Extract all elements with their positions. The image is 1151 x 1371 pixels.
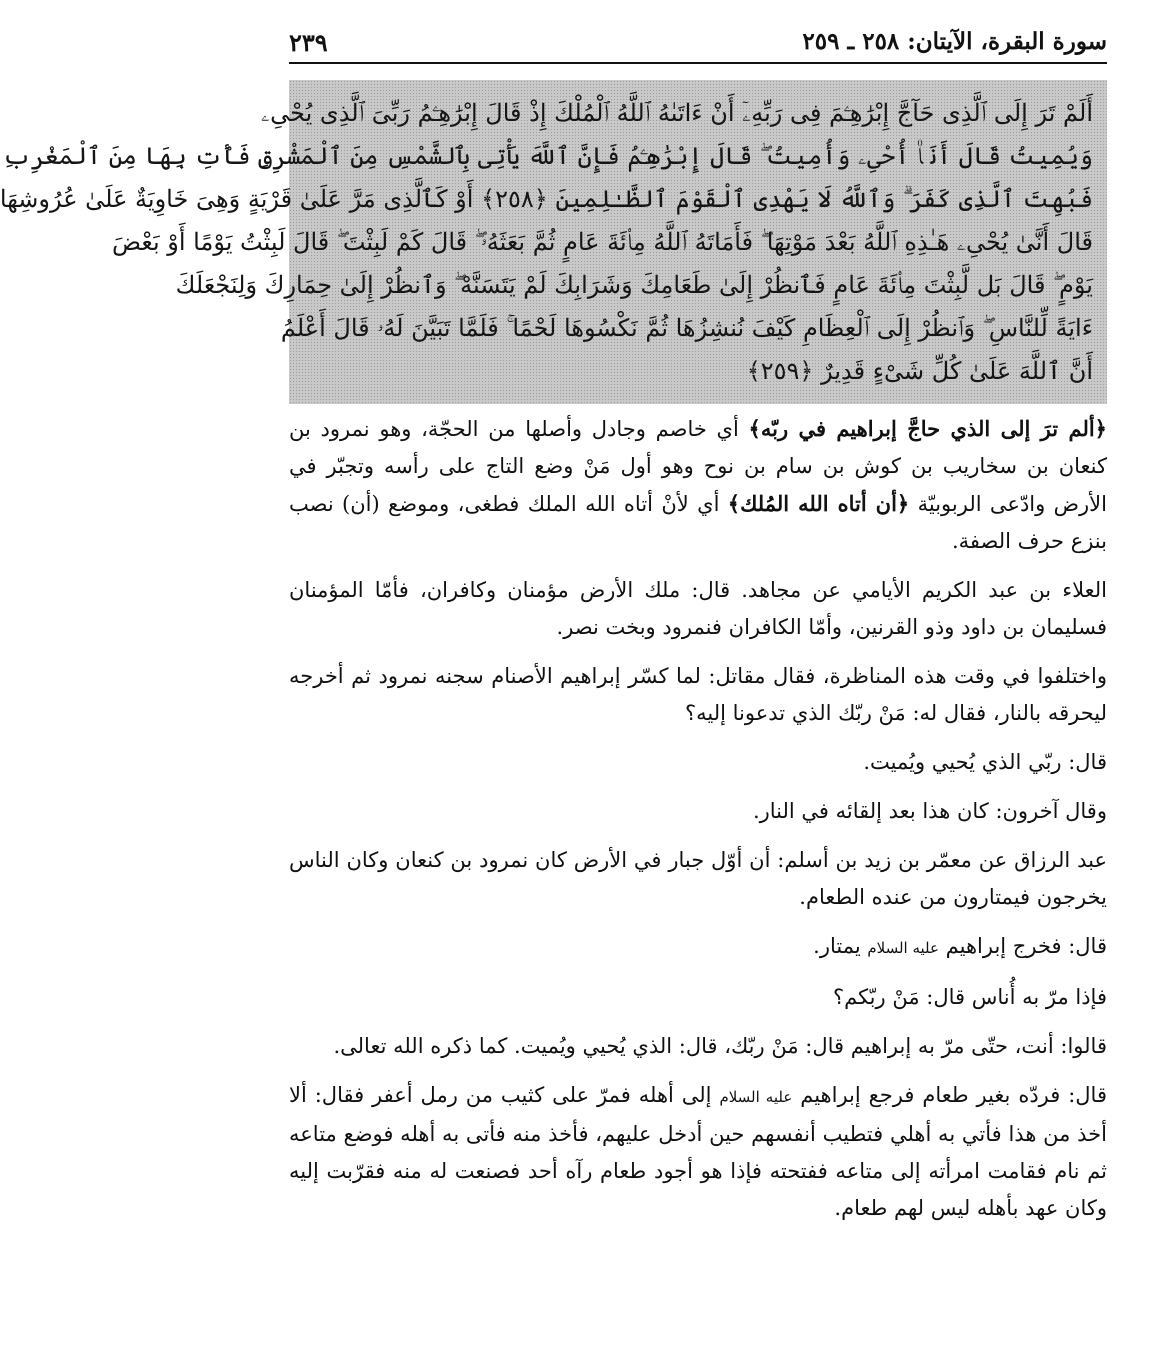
paragraph-text: أي لأنْ أتاه الله الملك فطغى، وموضع (أن) نصب بنزع حرف الصفة. <box>289 492 1107 553</box>
paragraph <box>289 1077 1107 1227</box>
verse-line: وَيُمِيتُ قَالَ أَنَا۠ أُحْىِۦ وَأُمِيتُ ۖ قَالَ إِبْرَٰهِـۧمُ فَإِنَّ ٱللَّهَ يَأْتِى بِٱلشَّمْسِ مِنَ ٱلْمَشْرِقِ فَأْتِ بِهَا مِنَ ٱلْمَغْرِبِ <box>2 142 1093 170</box>
commentary-body <box>289 410 1107 1239</box>
quoted-verse: ﴿ألم ترَ إلى الذي حاجَّ إبراهيم في ربّه﴾ <box>748 416 1107 441</box>
paragraph <box>289 793 1107 830</box>
verse-line: قَالَ أَنَّىٰ يُحْىِۦ هَـٰذِهِ ٱللَّهُ بَعْدَ مَوْتِهَا ۖ فَأَمَاتَهُ ٱللَّهُ مِا۟ئَةَ عَامٍ ثُمَّ بَعَثَهُۥ ۖ قَالَ كَمْ لَبِثْتَ ۖ قَالَ لَبِثْتُ يَوْمًا أَوْ بَعْضَ <box>111 228 1093 256</box>
paragraph-text: إلى أهله فمرّ على كثيب من رمل أعفر فقال: ألا أخذ من هذا فأتي به أهلي فتطيب أنفسهم حين أدخل عليهم، فأخذ منه فأتى به أهله فوضع متاعه ثم نام فقامت امرأته إلى متاعه ففتحته فإذا هو أجود طعام رآه أحد فصنعت له منه فقرّبت إليه وكان عهد بأهله ليس لهم طعام. <box>289 1083 1107 1220</box>
paragraph-text: قال: ربّي الذي يُحيي ويُميت. <box>863 750 1107 774</box>
paragraph-text: أي خاصم وجادل وأصلها من الحجّة، وهو نمرود بن كنعان بن سخاريب بن كوش بن سام بن نوح وهو أول مَنْ وضع التاج على رأسه وتجبّر في الأرض وادّعى الربوبيّة <box>289 417 1107 516</box>
verse-line: يَوْمٍ ۖ قَالَ بَل لَّبِثْتَ مِا۟ئَةَ عَامٍ فَٱنظُرْ إِلَىٰ طَعَامِكَ وَشَرَابِكَ لَمْ يَتَسَنَّهْ ۖ وَٱنظُرْ إِلَىٰ حِمَارِكَ وَلِنَجْعَلَكَ <box>175 271 1093 299</box>
verse-line: فَبُهِتَ ٱلَّذِى كَفَرَ ۗ وَٱللَّهُ لَا يَهْدِى ٱلْقَوْمَ ٱلظَّـٰلِمِينَ ﴿٢٥٨﴾ أَوْ كَٱلَّذِى مَرَّ عَلَىٰ قَرْيَةٍ وَهِىَ خَاوِيَةٌ عَلَىٰ عُرُوشِهَا <box>0 185 1093 213</box>
paragraph <box>289 928 1107 967</box>
quran-verse-box <box>0 80 1107 404</box>
paragraph <box>289 979 1107 1016</box>
verse-line: ءَايَةً لِّلنَّاسِ ۖ وَٱنظُرْ إِلَى ٱلْعِظَامِ كَيْفَ نُنشِزُهَا ثُمَّ نَكْسُوهَا لَحْمًا ۚ فَلَمَّا تَبَيَّنَ لَهُۥ قَالَ أَعْلَمُ <box>280 314 1093 342</box>
paragraph <box>289 744 1107 781</box>
verse-line: أَلَمْ تَرَ إِلَى ٱلَّذِى حَآجَّ إِبْرَٰهِـۧمَ فِى رَبِّهِۦٓ أَنْ ءَاتَىٰهُ ٱللَّهُ ٱلْمُلْكَ إِذْ قَالَ إِبْرَٰهِـۧمُ رَبِّىَ ٱلَّذِى يُحْىِۦ <box>260 99 1093 127</box>
paragraph-text: يمتار. <box>813 934 868 958</box>
paragraph <box>289 842 1107 916</box>
page-number: ٢٣٩ <box>289 28 328 57</box>
paragraph <box>289 572 1107 646</box>
paragraph-text: قال: فخرج إبراهيم <box>938 934 1107 958</box>
blessing-glyph: عليه السلام <box>719 1088 793 1106</box>
paragraph-text: فإذا مرّ به أُناس قال: مَنْ ربّكم؟ <box>832 985 1107 1009</box>
paragraph <box>289 410 1107 560</box>
paragraph-text: وقال آخرون: كان هذا بعد إلقائه في النار. <box>752 799 1107 823</box>
surah-title: سورة البقرة، الآيتان: ٢٥٨ ـ ٢٥٩ <box>802 28 1107 55</box>
paragraph <box>289 658 1107 732</box>
blessing-glyph: عليه السلام <box>867 939 939 957</box>
paragraph-text: عبد الرزاق عن معمّر بن زيد بن أسلم: أن أوّل جبار في الأرض كان نمرود بن كنعان وكان الناس يخرجون فيمتارون من عنده الطعام. <box>289 848 1107 909</box>
quoted-verse: ﴿أن أتاه الله المُلك﴾ <box>727 491 910 516</box>
page-header <box>289 22 1107 64</box>
paragraph-text: قالوا: أنت، حتّى مرّ به إبراهيم قال: مَنْ ربّك، قال: الذي يُحيي ويُميت. كما ذكره الله تعالى. <box>333 1034 1107 1058</box>
paragraph-text: قال: فردّه بغير طعام فرجع إبراهيم <box>792 1083 1107 1107</box>
paragraph-text: واختلفوا في وقت هذه المناظرة، فقال مقاتل: لما كسّر إبراهيم الأصنام سجنه نمرود ثم أخرجه ليحرقه بالنار، فقال له: مَنْ ربّك الذي تدعونا إليه؟ <box>289 664 1107 725</box>
paragraph-text: العلاء بن عبد الكريم الأيامي عن مجاهد. قال: ملك الأرض مؤمنان وكافران، فأمّا المؤمنان فسليمان بن داود وذو القرنين، وأمّا الكافران فنمرود وبخت نصر. <box>289 578 1107 639</box>
verse-line: أَنَّ ٱللَّهَ عَلَىٰ كُلِّ شَىْءٍ قَدِيرٌ ﴿٢٥٩﴾ <box>746 357 1093 385</box>
paragraph <box>289 1028 1107 1065</box>
